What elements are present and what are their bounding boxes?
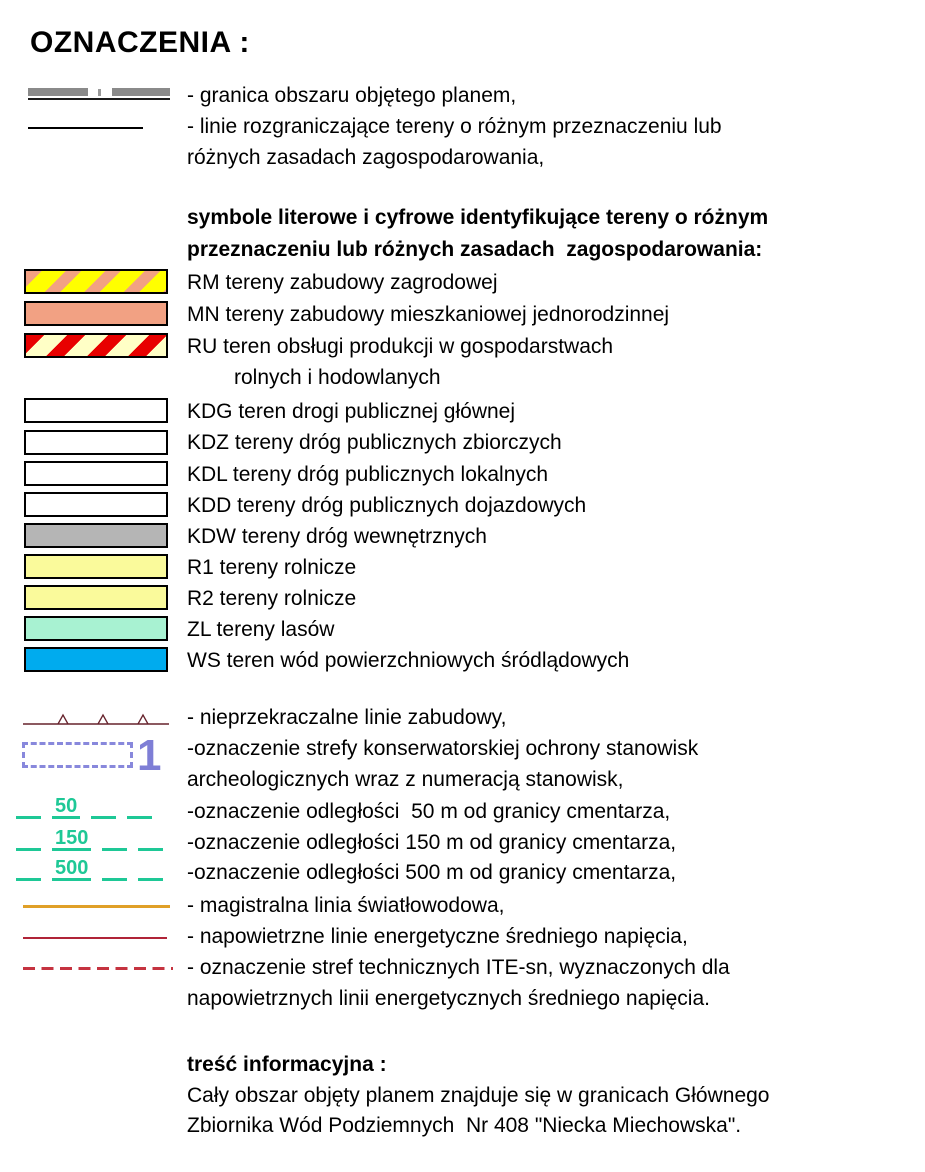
dividing-line-label-2: różnych zasadach zagospodarowania, [187, 146, 545, 169]
cemetery-50-distance: 50 [52, 796, 80, 819]
cemetery-50-dash [127, 816, 152, 819]
building-line-symbol [23, 710, 171, 726]
cemetery-500-dash [138, 878, 163, 881]
info-line-1: Cały obszar objęty planem znajduje się w granicach Głównego [187, 1084, 770, 1107]
archaeological-zone-label-1: -oznaczenie strefy konserwatorskiej ochrony stanowisk [187, 737, 699, 760]
cemetery-500-distance: 500 [52, 858, 91, 881]
tech-zone-symbol [23, 967, 173, 970]
zone-label-ru: RU teren obsługi produkcji w gospodarstwach [187, 335, 614, 358]
info-line-2: Zbiornika Wód Podziemnych Nr 408 "Niecka Miechowska". [187, 1114, 742, 1137]
cemetery-500-symbol [16, 858, 180, 881]
cemetery-150-distance: 150 [52, 828, 91, 851]
fiber-line-label: - magistralna linia światłowodowa, [187, 894, 505, 917]
legend-title: OZNACZENIA : [30, 26, 250, 59]
zone-swatch-mn [24, 301, 168, 326]
zone-swatch-kdw [24, 523, 168, 548]
zone-swatch-kdd [24, 492, 168, 517]
zone-swatch-zl [24, 616, 168, 641]
zone-swatch-ru [24, 333, 168, 358]
cemetery-500-label: -oznaczenie odległości 500 m od granicy cmentarza, [187, 861, 677, 884]
zone-label-kdw: KDW tereny dróg wewnętrznych [187, 525, 487, 548]
plan-boundary-bar-right [112, 88, 170, 96]
cemetery-50-dash [16, 816, 41, 819]
cemetery-50-label: -oznaczenie odległości 50 m od granicy cmentarza, [187, 800, 671, 823]
building-line-label: - nieprzekraczalne linie zabudowy, [187, 706, 507, 729]
plan-boundary-baseline [28, 98, 170, 100]
zone-swatch-ws [24, 647, 168, 672]
zone-swatch-r2 [24, 585, 168, 610]
zone-label-rm: RM tereny zabudowy zagrodowej [187, 271, 498, 294]
cemetery-150-symbol [16, 828, 180, 851]
zone-label-mn: MN tereny zabudowy mieszkaniowej jednorodzinnej [187, 303, 670, 326]
zone-label-kdz: KDZ tereny dróg publicznych zbiorczych [187, 431, 562, 454]
cemetery-150-dash [138, 848, 163, 851]
zone-swatch-kdg [24, 398, 168, 423]
archaeological-zone-label-2: archeologicznych wraz z numeracją stanowisk, [187, 768, 624, 791]
zone-swatch-rm [24, 269, 168, 294]
cemetery-50-symbol [16, 796, 180, 819]
cemetery-150-dash [16, 848, 41, 851]
zone-label-ru-line2: rolnych i hodowlanych [234, 366, 441, 389]
zones-heading-1: symbole literowe i cyfrowe identyfikujące tereny o różnym [187, 206, 769, 229]
zone-label-kdd: KDD tereny dróg publicznych dojazdowych [187, 494, 587, 517]
tech-zone-label-2: napowietrznych linii energetycznych średniego napięcia. [187, 987, 710, 1010]
power-line-symbol [23, 937, 167, 939]
zone-label-ws: WS teren wód powierzchniowych śródlądowych [187, 649, 630, 672]
zone-swatch-kdl [24, 461, 168, 486]
zones-heading-2: przeznaczeniu lub różnych zasadach zagospodarowania: [187, 238, 763, 261]
cemetery-500-dash [102, 878, 127, 881]
power-line-label: - napowietrzne linie energetyczne średniego napięcia, [187, 925, 688, 948]
cemetery-150-dash [102, 848, 127, 851]
fiber-line-symbol [23, 905, 170, 908]
info-heading: treść informacyjna : [187, 1053, 387, 1076]
tech-zone-label-1: - oznaczenie stref technicznych ITE-sn, wyznaczonych dla [187, 956, 730, 979]
zone-label-zl: ZL tereny lasów [187, 618, 335, 641]
zone-label-r1: R1 tereny rolnicze [187, 556, 357, 579]
zone-swatch-r1 [24, 554, 168, 579]
zone-label-kdl: KDL tereny dróg publicznych lokalnych [187, 463, 549, 486]
archaeological-zone-number: 1 [137, 731, 162, 780]
cemetery-150-label: -oznaczenie odległości 150 m od granicy cmentarza, [187, 831, 677, 854]
plan-boundary-bar-left [28, 88, 88, 96]
dividing-line-symbol [28, 127, 143, 129]
zone-swatch-kdz [24, 430, 168, 455]
cemetery-50-dash [91, 816, 116, 819]
archaeological-zone-symbol [22, 742, 133, 768]
dividing-line-label-1: - linie rozgraniczające tereny o różnym przeznaczeniu lub [187, 115, 722, 138]
cemetery-500-dash [16, 878, 41, 881]
zone-label-kdg: KDG teren drogi publicznej głównej [187, 400, 516, 423]
plan-boundary-tick [98, 89, 101, 96]
zone-label-r2: R2 tereny rolnicze [187, 587, 357, 610]
plan-boundary-symbol [28, 88, 170, 100]
plan-boundary-label: - granica obszaru objętego planem, [187, 84, 517, 107]
